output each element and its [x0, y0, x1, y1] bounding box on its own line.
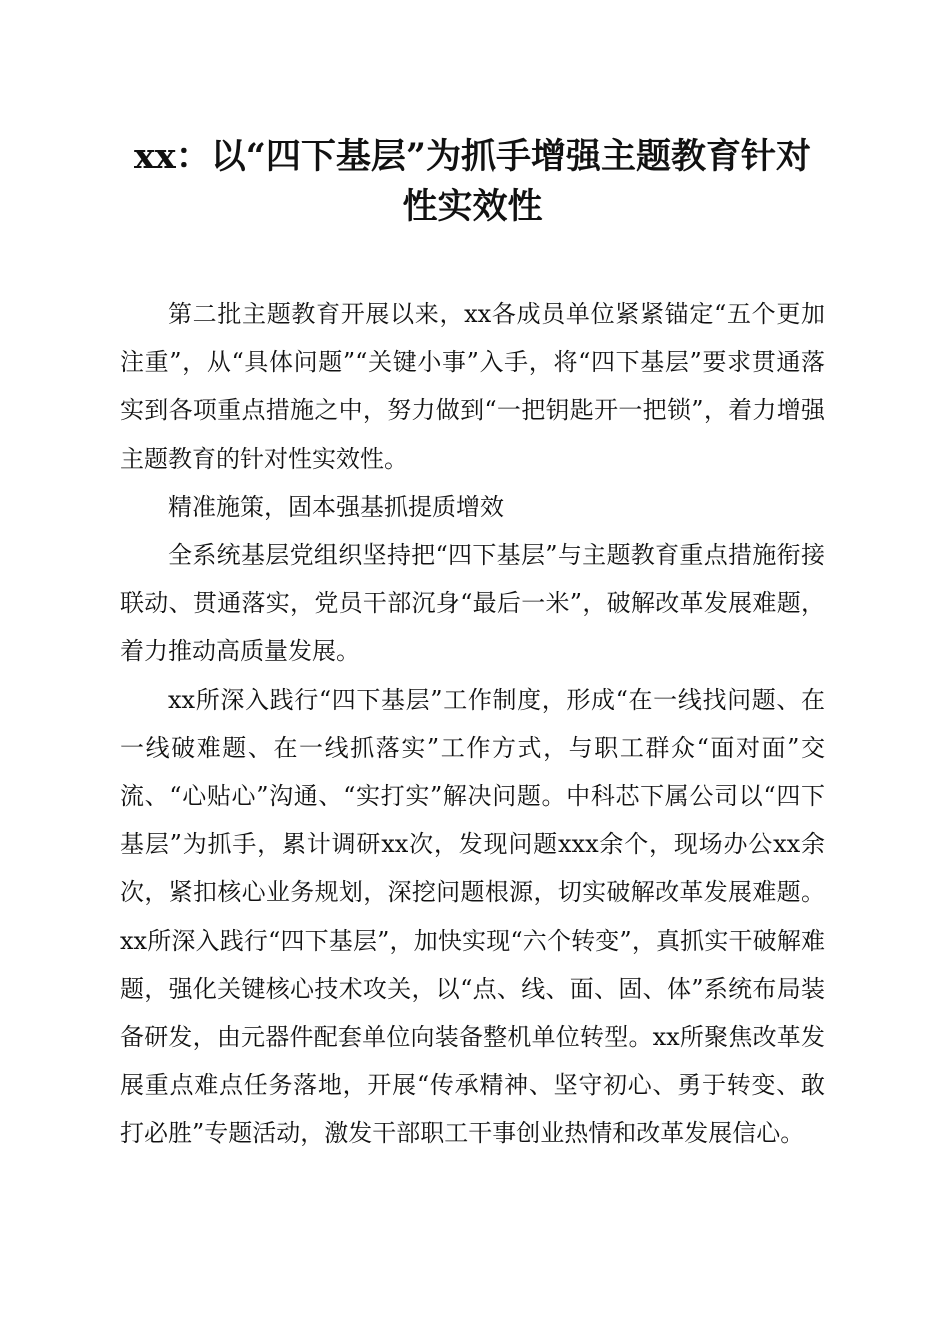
paragraph-overview: 全系统基层党组织坚持把“四下基层”与主题教育重点措施衔接联动、贯通落实，党员干部沉身“最后一米”，破解改革发展难题，着力推动高质量发展。 [120, 541, 825, 666]
document-page [120, 132, 825, 1158]
section-heading: 精准施策，固本强基抓提质增效 [168, 492, 504, 521]
document-title: xx：以“四下基层”为抓手增强主题教育针对性实效性 [134, 136, 811, 227]
document-body [120, 290, 825, 1158]
paragraph-examples: xx所深入践行“四下基层”工作制度，形成“在一线找问题、在一线破难题、在一线抓落实”工作方式，与职工群众“面对面”交流、“心贴心”沟通、“实打实”解决问题。中科芯下属公司以“四下基层”为抓手，累计调研xx次，发现问题xxx余个，现场办公xx余次，紧扣核心业务规划，深挖问题根源，切实破解改革发展难题。xx所深入践行“四下基层”，加快实现“六个转变”，真抓实干破解难题，强化关键核心技术攻关，以“点、线、面、固、体”系统布局装备研发，由元器件配套单位向装备整机单位转型。xx所聚焦改革发展重点难点任务落地，开展“传承精神、坚守初心、勇于转变、敢打必胜”专题活动，激发干部职工干事创业热情和改革发展信心。 [120, 685, 825, 1148]
paragraph-intro: 第二批主题教育开展以来，xx各成员单位紧紧锚定“五个更加注重”，从“具体问题”“关键小事”入手，将“四下基层”要求贯通落实到各项重点措施之中，努力做到“一把钥匙开一把锁”，着力增强主题教育的针对性实效性。 [120, 300, 825, 473]
